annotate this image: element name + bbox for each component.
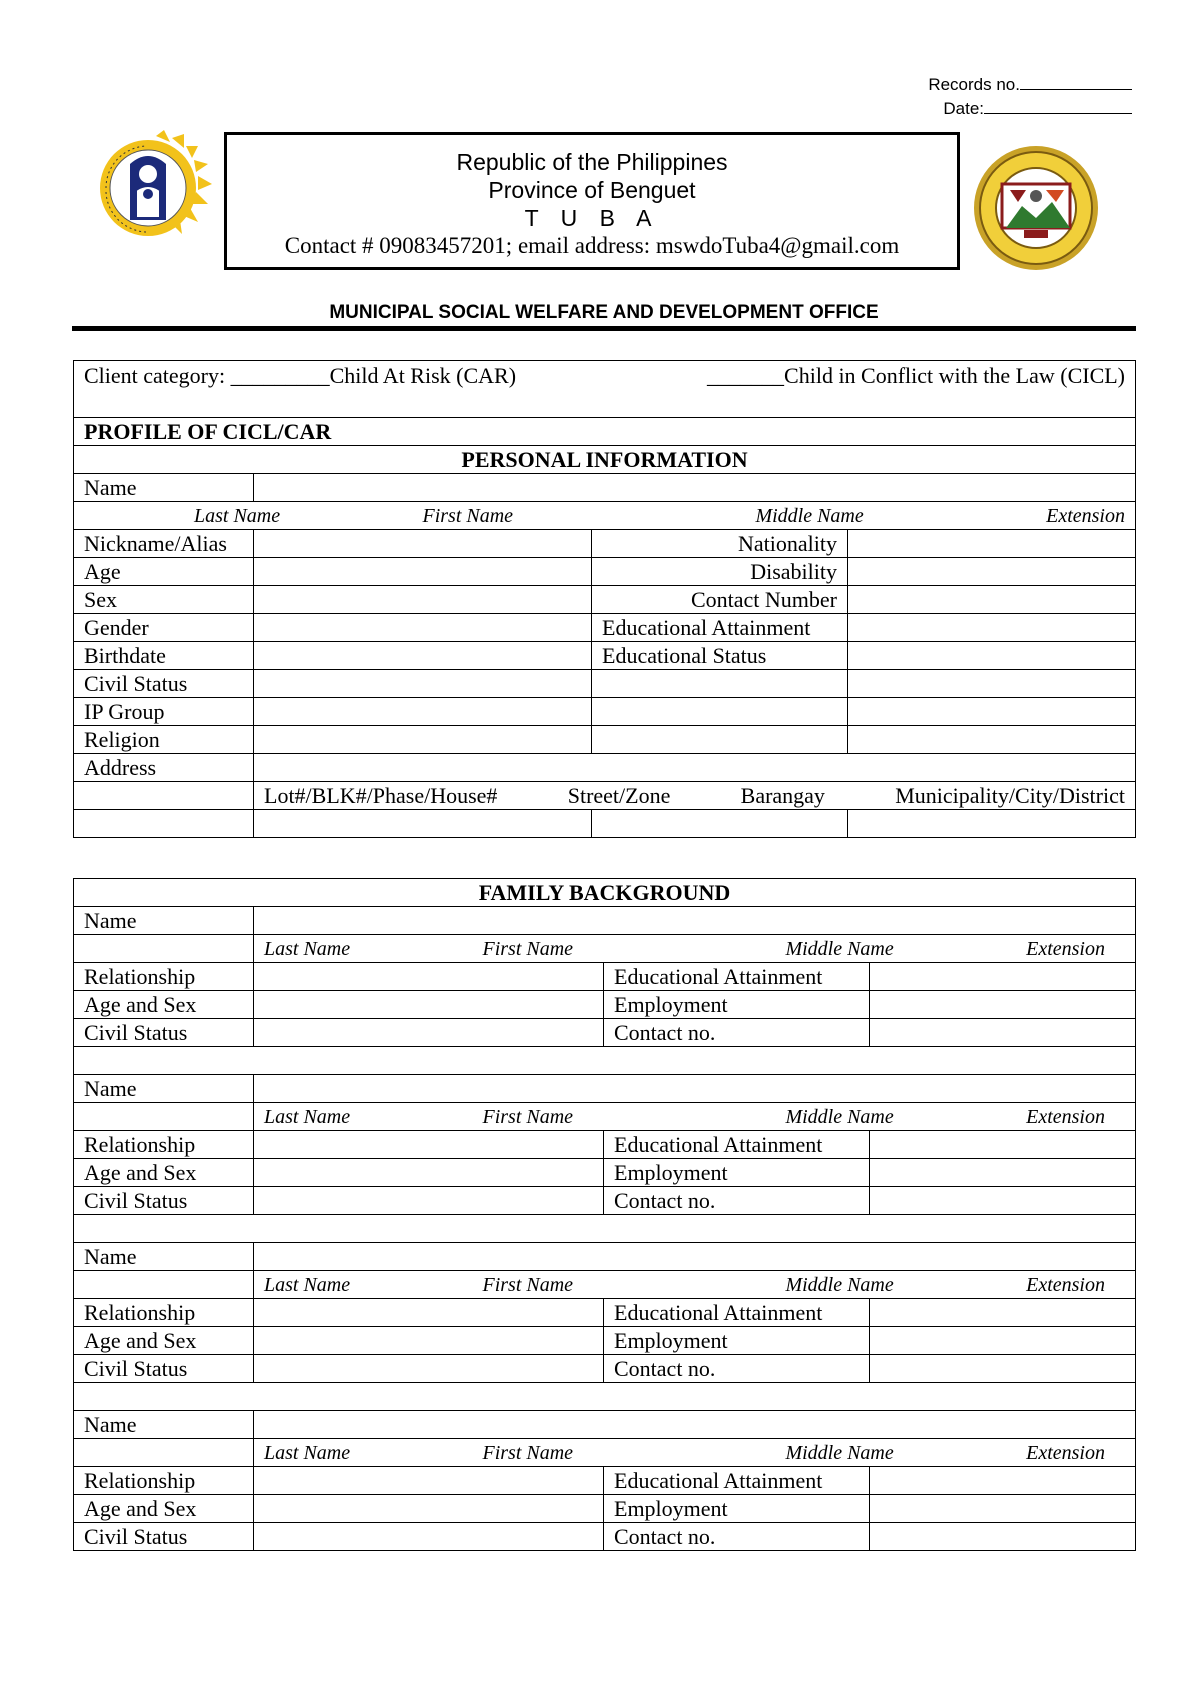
family-civil-status-label: Civil Status <box>74 1019 254 1047</box>
address-street-caption: Street/Zone <box>567 782 671 808</box>
contact-no-label: Contact no. <box>604 1019 870 1047</box>
contact-no-field[interactable] <box>870 1187 1136 1215</box>
family-name-label: Name <box>74 1411 254 1439</box>
family-educational-attainment-field[interactable] <box>870 963 1136 991</box>
tuba-seal-logo <box>966 144 1108 276</box>
contact-no-label: Contact no. <box>604 1187 870 1215</box>
family-background-form <box>73 878 1135 1551</box>
family-civil-status-label: Civil Status <box>74 1355 254 1383</box>
relationship-label: Relationship <box>74 1467 254 1495</box>
family-caption-blank <box>74 1439 254 1467</box>
profile-form <box>73 360 1135 838</box>
family-educational-attainment-label: Educational Attainment <box>604 1131 870 1159</box>
family-civil-status-label: Civil Status <box>74 1187 254 1215</box>
family-last-name-caption: Last Name <box>264 1273 351 1296</box>
records-block <box>928 72 1132 120</box>
header-contact: Contact # 09083457201; email address: mswdoTuba4@gmail.com <box>284 233 900 258</box>
family-last-name-caption: Last Name <box>264 1105 351 1128</box>
middle-name-caption: Middle Name <box>755 504 864 527</box>
contact-no-label: Contact no. <box>604 1355 870 1383</box>
relationship-field[interactable] <box>254 1467 604 1495</box>
family-extension-caption: Extension <box>1026 1441 1105 1464</box>
family-civil-status-field[interactable] <box>254 1523 604 1551</box>
gender-field[interactable] <box>254 614 592 642</box>
age-and-sex-label: Age and Sex <box>74 1159 254 1187</box>
relationship-label: Relationship <box>74 963 254 991</box>
address-barangay-caption: Barangay <box>740 782 825 808</box>
disability-field[interactable] <box>848 558 1136 586</box>
client-category-row <box>74 361 1136 418</box>
family-educational-attainment-field[interactable] <box>870 1467 1136 1495</box>
family-educational-attainment-label: Educational Attainment <box>604 1299 870 1327</box>
address-caption-blank <box>74 782 254 810</box>
age-and-sex-label: Age and Sex <box>74 1495 254 1523</box>
family-educational-attainment-label: Educational Attainment <box>604 1467 870 1495</box>
family-civil-status-field[interactable] <box>254 1019 604 1047</box>
family-first-name-caption: First Name <box>482 1273 574 1296</box>
family-last-name-caption: Last Name <box>264 1441 351 1464</box>
office-title: MUNICIPAL SOCIAL WELFARE AND DEVELOPMENT OFFICE <box>329 302 879 323</box>
employment-field[interactable] <box>870 1495 1136 1523</box>
employment-field[interactable] <box>870 991 1136 1019</box>
header-province: Province of Benguet <box>488 177 696 203</box>
age-label: Age <box>74 558 254 586</box>
age-and-sex-field[interactable] <box>254 1495 604 1523</box>
first-name-caption: First Name <box>422 504 514 527</box>
blank-label-3 <box>592 726 848 754</box>
client-category-car[interactable]: Client category: _________Child At Risk (CAR) <box>84 363 517 388</box>
educational-status-label: Educational Status <box>592 642 848 670</box>
family-name-field[interactable] <box>254 907 1136 935</box>
blank-field-2[interactable] <box>848 698 1136 726</box>
last-name-caption: Last Name <box>194 504 281 527</box>
family-extension-caption: Extension <box>1026 1273 1105 1296</box>
address-barangay-field[interactable] <box>592 810 848 838</box>
header-municipality: T U B A <box>524 205 660 231</box>
family-spacer-row <box>74 1215 1136 1243</box>
address-house-field[interactable] <box>254 810 592 838</box>
address-field[interactable] <box>254 754 1136 782</box>
employment-label: Employment <box>604 1495 870 1523</box>
blank-label-1 <box>592 670 848 698</box>
contact-number-field[interactable] <box>848 586 1136 614</box>
address-municipality-field[interactable] <box>848 810 1136 838</box>
relationship-field[interactable] <box>254 1299 604 1327</box>
client-category-cicl[interactable]: _______Child in Conflict with the Law (CICL) <box>707 363 1126 388</box>
educational-status-field[interactable] <box>848 642 1136 670</box>
family-name-label: Name <box>74 907 254 935</box>
personal-name-parts <box>74 502 1136 530</box>
family-first-name-caption: First Name <box>482 1441 574 1464</box>
address-label: Address <box>74 754 254 782</box>
family-middle-name-caption: Middle Name <box>785 1441 894 1464</box>
family-first-name-caption: First Name <box>482 937 574 960</box>
civil-status-field[interactable] <box>254 670 592 698</box>
nickname-label: Nickname/Alias <box>74 530 254 558</box>
age-and-sex-field[interactable] <box>254 1327 604 1355</box>
family-name-parts <box>254 1103 1136 1131</box>
employment-field[interactable] <box>870 1327 1136 1355</box>
civil-status-label: Civil Status <box>74 670 254 698</box>
family-name-field[interactable] <box>254 1411 1136 1439</box>
relationship-label: Relationship <box>74 1131 254 1159</box>
blank-label-2 <box>592 698 848 726</box>
age-and-sex-label: Age and Sex <box>74 1327 254 1355</box>
birthdate-label: Birthdate <box>74 642 254 670</box>
educational-attainment-field[interactable] <box>848 614 1136 642</box>
personal-name-field[interactable] <box>254 474 1136 502</box>
employment-label: Employment <box>604 1327 870 1355</box>
family-middle-name-caption: Middle Name <box>785 1105 894 1128</box>
nationality-label: Nationality <box>592 530 848 558</box>
address-house-caption: Lot#/BLK#/Phase/House# <box>264 782 498 808</box>
records-no-field[interactable] <box>1020 72 1132 90</box>
family-middle-name-caption: Middle Name <box>785 937 894 960</box>
family-background-title: FAMILY BACKGROUND <box>74 879 1136 907</box>
family-last-name-caption: Last Name <box>264 937 351 960</box>
family-caption-blank <box>74 1103 254 1131</box>
contact-no-field[interactable] <box>870 1355 1136 1383</box>
age-field[interactable] <box>254 558 592 586</box>
contact-number-label: Contact Number <box>592 586 848 614</box>
address-municipality-caption: Municipality/City/District <box>895 782 1125 808</box>
family-caption-blank <box>74 1271 254 1299</box>
personal-info-title: PERSONAL INFORMATION <box>74 446 1136 474</box>
family-caption-blank <box>74 935 254 963</box>
age-and-sex-field[interactable] <box>254 991 604 1019</box>
family-name-parts <box>254 935 1136 963</box>
family-civil-status-field[interactable] <box>254 1187 604 1215</box>
employment-label: Employment <box>604 991 870 1019</box>
contact-no-field[interactable] <box>870 1019 1136 1047</box>
mswd-seal-logo <box>86 128 226 248</box>
records-no-label: Records no. <box>928 75 1020 94</box>
contact-no-field[interactable] <box>870 1523 1136 1551</box>
religion-field[interactable] <box>254 726 592 754</box>
nationality-field[interactable] <box>848 530 1136 558</box>
family-civil-status-label: Civil Status <box>74 1523 254 1551</box>
date-field[interactable] <box>984 96 1132 114</box>
relationship-label: Relationship <box>74 1299 254 1327</box>
family-name-label: Name <box>74 1243 254 1271</box>
disability-label: Disability <box>592 558 848 586</box>
family-spacer-row <box>74 1383 1136 1411</box>
family-spacer-row <box>74 1047 1136 1075</box>
gender-label: Gender <box>74 614 254 642</box>
extension-caption: Extension <box>1046 504 1125 527</box>
age-and-sex-label: Age and Sex <box>74 991 254 1019</box>
family-name-field[interactable] <box>254 1243 1136 1271</box>
birthdate-field[interactable] <box>254 642 592 670</box>
ip-group-field[interactable] <box>254 698 592 726</box>
relationship-field[interactable] <box>254 963 604 991</box>
header-box <box>224 132 960 270</box>
family-name-parts <box>254 1439 1136 1467</box>
family-educational-attainment-field[interactable] <box>870 1131 1136 1159</box>
sex-field[interactable] <box>254 586 592 614</box>
employment-field[interactable] <box>870 1159 1136 1187</box>
employment-label: Employment <box>604 1159 870 1187</box>
contact-no-label: Contact no. <box>604 1523 870 1551</box>
family-educational-attainment-field[interactable] <box>870 1299 1136 1327</box>
family-first-name-caption: First Name <box>482 1105 574 1128</box>
family-civil-status-field[interactable] <box>254 1355 604 1383</box>
family-educational-attainment-label: Educational Attainment <box>604 963 870 991</box>
blank-field-1[interactable] <box>848 670 1136 698</box>
header-divider <box>72 326 1136 331</box>
nickname-field[interactable] <box>254 530 592 558</box>
family-extension-caption: Extension <box>1026 1105 1105 1128</box>
header-republic: Republic of the Philippines <box>456 149 728 175</box>
address-parts <box>254 782 1136 810</box>
personal-name-label: Name <box>74 474 254 502</box>
family-name-parts <box>254 1271 1136 1299</box>
age-and-sex-field[interactable] <box>254 1159 604 1187</box>
family-name-field[interactable] <box>254 1075 1136 1103</box>
sex-label: Sex <box>74 586 254 614</box>
profile-title: PROFILE OF CICL/CAR <box>74 418 1136 446</box>
religion-label: Religion <box>74 726 254 754</box>
ip-group-label: IP Group <box>74 698 254 726</box>
relationship-field[interactable] <box>254 1131 604 1159</box>
blank-field-3[interactable] <box>848 726 1136 754</box>
family-name-label: Name <box>74 1075 254 1103</box>
address-blank-label <box>74 810 254 838</box>
date-label: Date: <box>943 99 984 118</box>
educational-attainment-label: Educational Attainment <box>592 614 848 642</box>
family-extension-caption: Extension <box>1026 937 1105 960</box>
family-middle-name-caption: Middle Name <box>785 1273 894 1296</box>
